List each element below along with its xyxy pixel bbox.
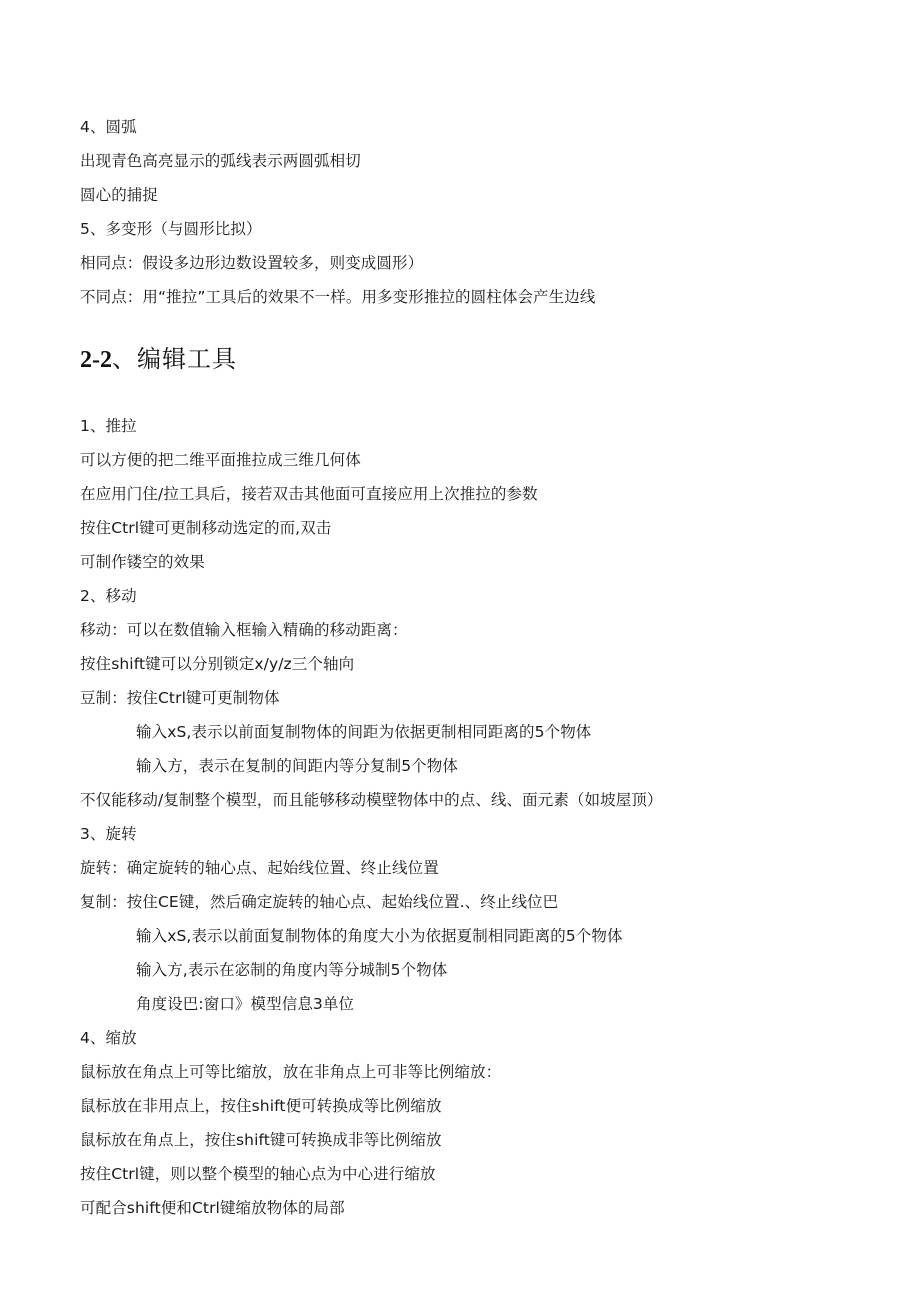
section-heading (80, 343, 237, 376)
subheading-rotate: 3、旋转 (80, 825, 137, 843)
text-line: 可配合shift便和Ctrl键缩放物体的局部 (80, 1199, 345, 1217)
text-line: 鼠标放在角点上，按住shift键可转换成非等比例缩放 (80, 1131, 442, 1149)
text-line: 鼠标放在角点上可等比缩放，放在非角点上可非等比例缩放： (80, 1063, 502, 1081)
text-line-indented: 输入方,表示在宓制的角度内等分城制5个物体 (136, 961, 448, 979)
text-line: 不仅能移动/复制整个模型，而且能够移动模壁物体中的点、线、面元素（如坡屋顶） (80, 791, 663, 809)
text-line: 圆心的捕捉 (80, 186, 159, 204)
text-line: 可制作镂空的效果 (80, 553, 205, 571)
text-line: 旋转：确定旋转的轴心点、起始线位置、终止线位置 (80, 859, 439, 877)
section-heading-title: 、编辑工具 (112, 345, 237, 373)
text-line: 鼠标放在非用点上，按住shift便可转换成等比例缩放 (80, 1097, 442, 1115)
text-line-indented: 输入方，表示在复制的间距内等分复制5个物体 (136, 757, 458, 775)
text-line: 按住Ctrl键，则以整个模型的轴心点为中心进行缩放 (80, 1165, 436, 1183)
text-line-indented: 角度设巴:窗口》模型信息3单位 (136, 995, 355, 1013)
subheading-polygon: 5、多变形（与圆形比拟） (80, 220, 262, 238)
text-line: 复制：按住CE键，然后确定旋转的轴心点、起始线位置.、终止线位巴 (80, 893, 559, 911)
text-line: 移动：可以在数值输入框输入精确的移动距离： (80, 621, 408, 639)
subheading-move: 2、移动 (80, 587, 137, 605)
text-line: 出现青色高亮显示的弧线表示两圆弧相切 (80, 152, 361, 170)
section-heading-number: 2-2 (80, 347, 112, 373)
subheading-arc: 4、圆弧 (80, 118, 137, 136)
text-line: 按住shift键可以分别锁定x/y/z三个轴向 (80, 655, 355, 673)
text-line-indented: 输入xS,表示以前面复制物体的间距为依据更制相同距离的5个物体 (136, 723, 592, 741)
text-line: 按住Ctrl键可更制移动选定的而,双击 (80, 519, 332, 537)
text-line: 可以方便的把二维平面推拉成三维几何体 (80, 451, 361, 469)
text-line: 在应用门住/拉工具后，接若双击其他面可直接应用上次推拉的参数 (80, 485, 538, 503)
text-line: 豆制：按住Ctrl键可更制物体 (80, 689, 280, 707)
subheading-scale: 4、缩放 (80, 1029, 137, 1047)
text-line: 相同点：假设多边形边数设置较多，则变成圆形） (80, 254, 424, 272)
text-line-indented: 输入xS,表示以前面复制物体的角度大小为依据夏制相同距离的5个物体 (136, 927, 623, 945)
text-line: 不同点：用“推拉”工具后的效果不一样。用多变形推拉的圆柱体会产生边线 (80, 288, 596, 306)
subheading-pushpull: 1、推拉 (80, 417, 137, 435)
